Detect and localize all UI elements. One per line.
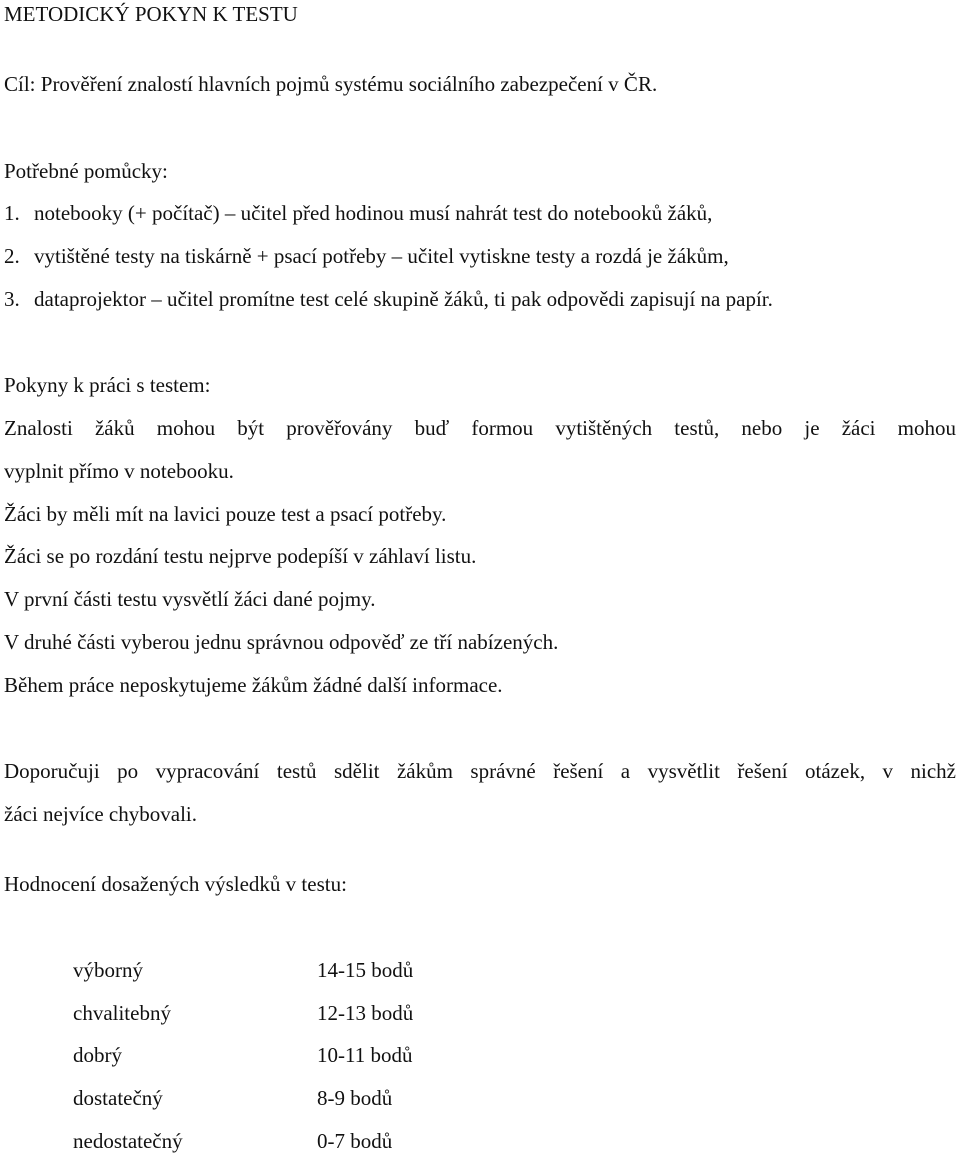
list-text: notebooky (+ počítač) – učitel před hodinou musí nahrát test do notebooků žáků, [34, 201, 713, 225]
instructions-heading: Pokyny k práci s testem: [4, 373, 211, 397]
instruction-line: Žáci se po rozdání testu nejprve podepíší v záhlaví listu. [4, 544, 477, 568]
list-text: dataprojektor – učitel promítne test celé skupině žáků, ti pak odpovědi zapisují na papír. [34, 287, 773, 311]
recommendation-line: žáci nejvíce chybovali. [4, 802, 197, 826]
instruction-line: V první části testu vysvětlí žáci dané pojmy. [4, 587, 376, 611]
instructions-paragraph-line: vyplnit přímo v notebooku. [4, 459, 234, 483]
grading-heading: Hodnocení dosažených výsledků v testu: [4, 872, 347, 896]
grade-points: 12-13 bodů [317, 1001, 414, 1025]
instruction-line: Během práce neposkytujeme žákům žádné další informace. [4, 673, 503, 697]
grade-points: 8-9 bodů [317, 1086, 393, 1110]
list-number: 2. [4, 244, 20, 268]
list-text: vytištěné testy na tiskárně + psací potřeby – učitel vytiskne testy a rozdá je žákům, [34, 244, 729, 268]
document-title: METODICKÝ POKYN K TESTU [4, 2, 298, 26]
grade-name: dobrý [73, 1043, 122, 1067]
instructions-paragraph-line: Znalosti žáků mohou být prověřovány buď formou vytištěných testů, nebo je žáci mohou [4, 416, 956, 440]
grade-name: nedostatečný [73, 1129, 183, 1153]
list-number: 1. [4, 201, 20, 225]
tools-heading: Potřebné pomůcky: [4, 159, 168, 183]
grade-points: 10-11 bodů [317, 1043, 413, 1067]
grade-name: dostatečný [73, 1086, 163, 1110]
list-number: 3. [4, 287, 20, 311]
instruction-line: V druhé části vyberou jednu správnou odpověď ze tří nabízených. [4, 630, 559, 654]
instruction-line: Žáci by měli mít na lavici pouze test a psací potřeby. [4, 502, 447, 526]
tools-list-item [4, 289, 773, 310]
grade-points: 14-15 bodů [317, 958, 414, 982]
grade-name: chvalitebný [73, 1001, 171, 1025]
grade-name: výborný [73, 958, 143, 982]
grade-points: 0-7 bodů [317, 1129, 393, 1153]
tools-list-item [4, 246, 729, 267]
goal-text: Cíl: Prověření znalostí hlavních pojmů systému sociálního zabezpečení v ČR. [4, 72, 658, 96]
tools-list-item [4, 203, 712, 224]
recommendation-line: Doporučuji po vypracování testů sdělit žákům správné řešení a vysvětlit řešení otázek, v nichž [4, 759, 956, 783]
